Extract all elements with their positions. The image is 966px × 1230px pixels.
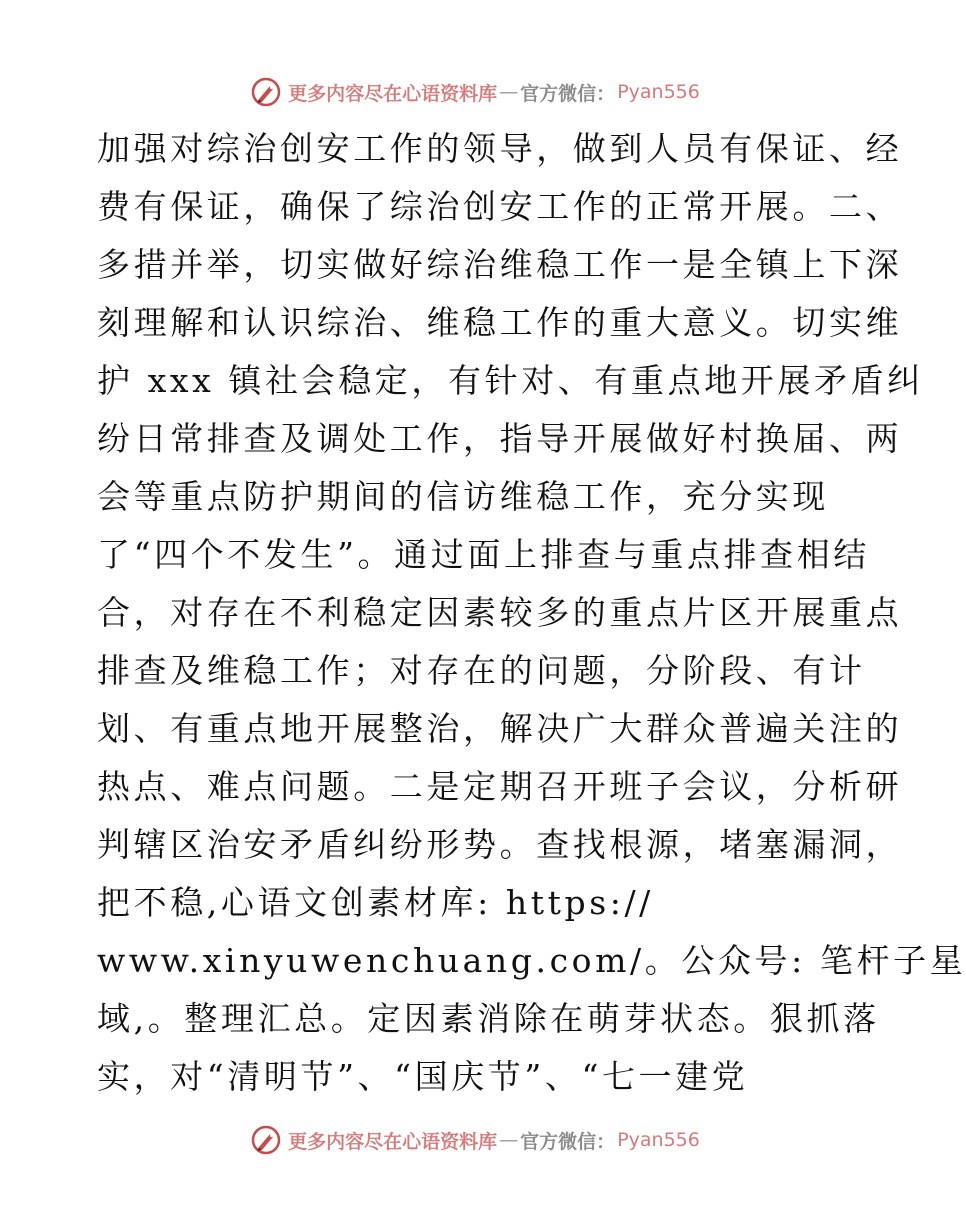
pen-logo-icon bbox=[250, 1124, 282, 1156]
banner-dash: — bbox=[499, 1129, 519, 1151]
body-line: 了“四个不发生”。通过面上排查与重点排查相结 bbox=[97, 535, 870, 574]
body-line: www.xinyuwenchuang.com/。公众号: 笔杆子星 bbox=[97, 941, 966, 980]
banner-wechat-label: 官方微信： bbox=[520, 1130, 616, 1153]
header-banner bbox=[0, 72, 950, 112]
banner-main-text: 更多内容尽在心语资料库 bbox=[288, 1130, 498, 1153]
banner-wechat-label: 官方微信： bbox=[520, 82, 616, 105]
banner-wechat-id: Pyan556 bbox=[617, 81, 700, 103]
body-line: 实，对“清明节”、“国庆节”、“七一建党 bbox=[97, 1057, 749, 1096]
body-line: 护 xxx 镇社会稳定，有针对、有重点地开展矛盾纠 bbox=[97, 361, 924, 400]
body-line: 会等重点防护期间的信访维稳工作，充分实现 bbox=[97, 477, 829, 516]
body-line: 多措并举，切实做好综治维稳工作一是全镇上下深 bbox=[97, 245, 903, 284]
body-line: 把不稳,心语文创素材库: https:// bbox=[97, 883, 654, 922]
body-line: 费有保证，确保了综治创安工作的正常开展。二、 bbox=[97, 187, 903, 226]
banner-wechat-id: Pyan556 bbox=[617, 1129, 700, 1151]
body-line: 纷日常排查及调处工作，指导开展做好村换届、两 bbox=[97, 419, 903, 458]
body-line: 热点、难点问题。二是定期召开班子会议，分析研 bbox=[97, 767, 903, 806]
banner-main-text: 更多内容尽在心语资料库 bbox=[288, 82, 498, 105]
banner-dash: — bbox=[499, 81, 519, 103]
body-line: 加强对综治创安工作的领导，做到人员有保证、经 bbox=[97, 129, 903, 168]
body-line: 判辖区治安矛盾纠纷形势。查找根源，堵塞漏洞， bbox=[97, 825, 903, 864]
document-body bbox=[97, 120, 966, 1106]
body-line: 合，对存在不利稳定因素较多的重点片区开展重点 bbox=[97, 593, 903, 632]
body-line: 排查及维稳工作；对存在的问题，分阶段、有计 bbox=[97, 651, 866, 690]
footer-banner bbox=[0, 1120, 950, 1160]
pen-logo-icon bbox=[250, 76, 282, 108]
body-line: 刻理解和认识综治、维稳工作的重大意义。切实维 bbox=[97, 303, 903, 342]
body-line: 划、有重点地开展整治，解决广大群众普遍关注的 bbox=[97, 709, 903, 748]
body-line: 域,。整理汇总。定因素消除在萌芽状态。狠抓落 bbox=[97, 999, 880, 1038]
